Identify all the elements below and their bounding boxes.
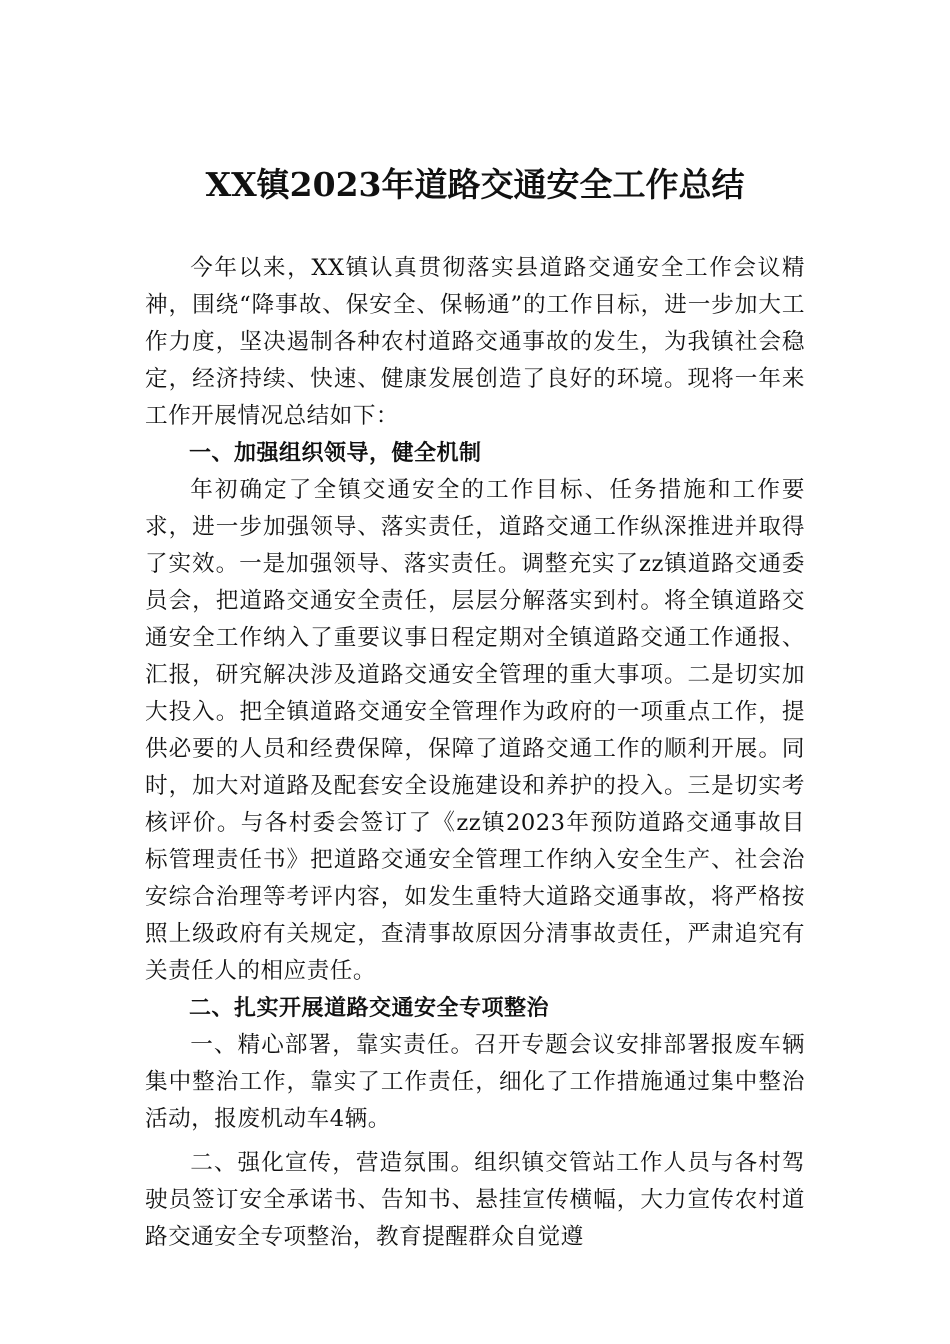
section-2-paragraph-1: 一、精心部署，靠实责任。召开专题会议安排部署报废车辆集中整治工作，靠实了工作责任，细化了工作措施通过集中整治活动，报废机动车4辆。 (145, 1032, 805, 1132)
document-body (145, 250, 805, 1256)
intro-paragraph: 今年以来，XX镇认真贯彻落实县道路交通安全工作会议精神，围绕“降事故、保安全、保畅通”的工作目标，进一步加大工作力度，坚决遏制各种农村道路交通事故的发生，为我镇社会稳定，经济持续、快速、健康发展创造了良好的环境。现将一年来工作开展情况总结如下： (145, 255, 805, 429)
section-1-paragraph-1: 年初确定了全镇交通安全的工作目标、任务措施和工作要求，进一步加强领导、落实责任，道路交通工作纵深推进并取得了实效。一是加强领导、落实责任。调整充实了zz镇道路交通委员会，把道路交通安全责任，层层分解落实到村。将全镇道路交通安全工作纳入了重要议事日程定期对全镇道路交通工作通报、汇报，研究解决涉及道路交通安全管理的重大事项。二是切实加大投入。把全镇道路交通安全管理作为政府的一项重点工作，提供必要的人员和经费保障，保障了道路交通工作的顺利开展。同时，加大对道路及配套安全设施建设和养护的投入。三是切实考核评价。与各村委会签订了《zz镇2023年预防道路交通事故目标管理责任书》把道路交通安全管理工作纳入安全生产、社会治安综合治理等考评内容，如发生重特大道路交通事故，将严格按照上级政府有关规定，查清事故原因分清事故责任，严肃追究有关责任人的相应责任。 (145, 477, 805, 984)
section-1-heading: 一、加强组织领导，健全机制 (189, 441, 482, 466)
document-title: XX镇2023年道路交通安全工作总结 (205, 165, 745, 204)
section-2-heading: 二、扎实开展道路交通安全专项整治 (189, 996, 550, 1021)
section-2-paragraph-2: 二、强化宣传，营造氛围。组织镇交管站工作人员与各村驾驶员签订安全承诺书、告知书、悬挂宣传横幅，大力宣传农村道路交通安全专项整治，教育提醒群众自觉遵 (145, 1150, 805, 1250)
